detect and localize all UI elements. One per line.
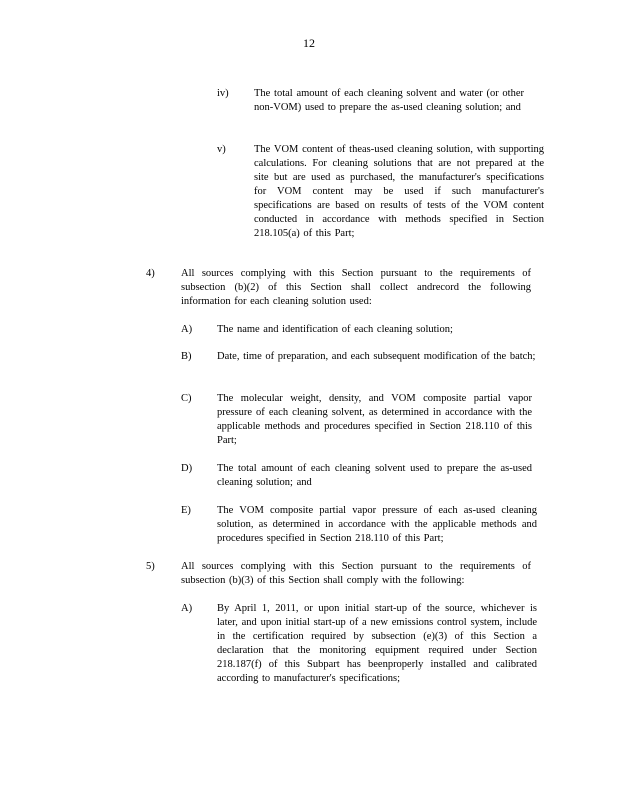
item-marker: E)	[181, 505, 191, 516]
item-marker: B)	[181, 351, 192, 362]
item-marker: A)	[181, 324, 193, 335]
item-marker: 4)	[146, 268, 155, 279]
item-text: The molecular weight, density, and VOM composite partial vapor pressure of each cleaning solvent, as determined in accordance with the applicable methods and procedures specified in Section 218.110 of this Part;	[217, 393, 532, 446]
page-number: 12	[303, 36, 315, 50]
item-text: The name and identification of each cleaning solution;	[217, 324, 453, 335]
item-marker: 5)	[146, 561, 155, 572]
item-text: The total amount of each cleaning solvent and water (or other non-VOM) used to prepare the as-used cleaning solution; and	[254, 88, 524, 113]
item-marker: C)	[181, 393, 192, 404]
item-marker: D)	[181, 463, 193, 474]
item-marker: A)	[181, 603, 193, 614]
item-text: All sources complying with this Section pursuant to the requirements of subsection (b)(3) of this Section shall comply with the following:	[181, 561, 531, 586]
item-text: Date, time of preparation, and each subsequent modification of the batch;	[217, 351, 536, 362]
item-text: The total amount of each cleaning solvent used to prepare the as-used cleaning solution; and	[217, 463, 532, 488]
item-marker: v)	[217, 144, 226, 155]
item-marker: iv)	[217, 88, 229, 99]
item-text: By April 1, 2011, or upon initial start-up of the source, whichever is later, and upon initial start-up of a new emissions control system, include in the certification required by subsection (e)(3) of this Section a declaration that the monitoring equipment required under Section 218.187(f) of this Subpart has beenproperly installed and calibrated according to manufacturer's specifications;	[217, 603, 537, 684]
item-text: All sources complying with this Section pursuant to the requirements of subsection (b)(2) of this Section shall collect andrecord the following information for each cleaning solution used:	[181, 268, 531, 307]
item-text: The VOM composite partial vapor pressure of each as-used cleaning solution, as determined in accordance with the applicable methods and procedures specified in Section 218.110 of this Part;	[217, 505, 537, 544]
item-text: The VOM content of theas-used cleaning solution, with supporting calculations. For cleaning solutions that are not prepared at the site but are used as purchased, the manufacturer's specifications for VOM content may be used if such manufacturer's specifications are based on results of tests of the VOM content conducted in accordance with methods specified in Section 218.105(a) of this Part;	[254, 144, 544, 239]
